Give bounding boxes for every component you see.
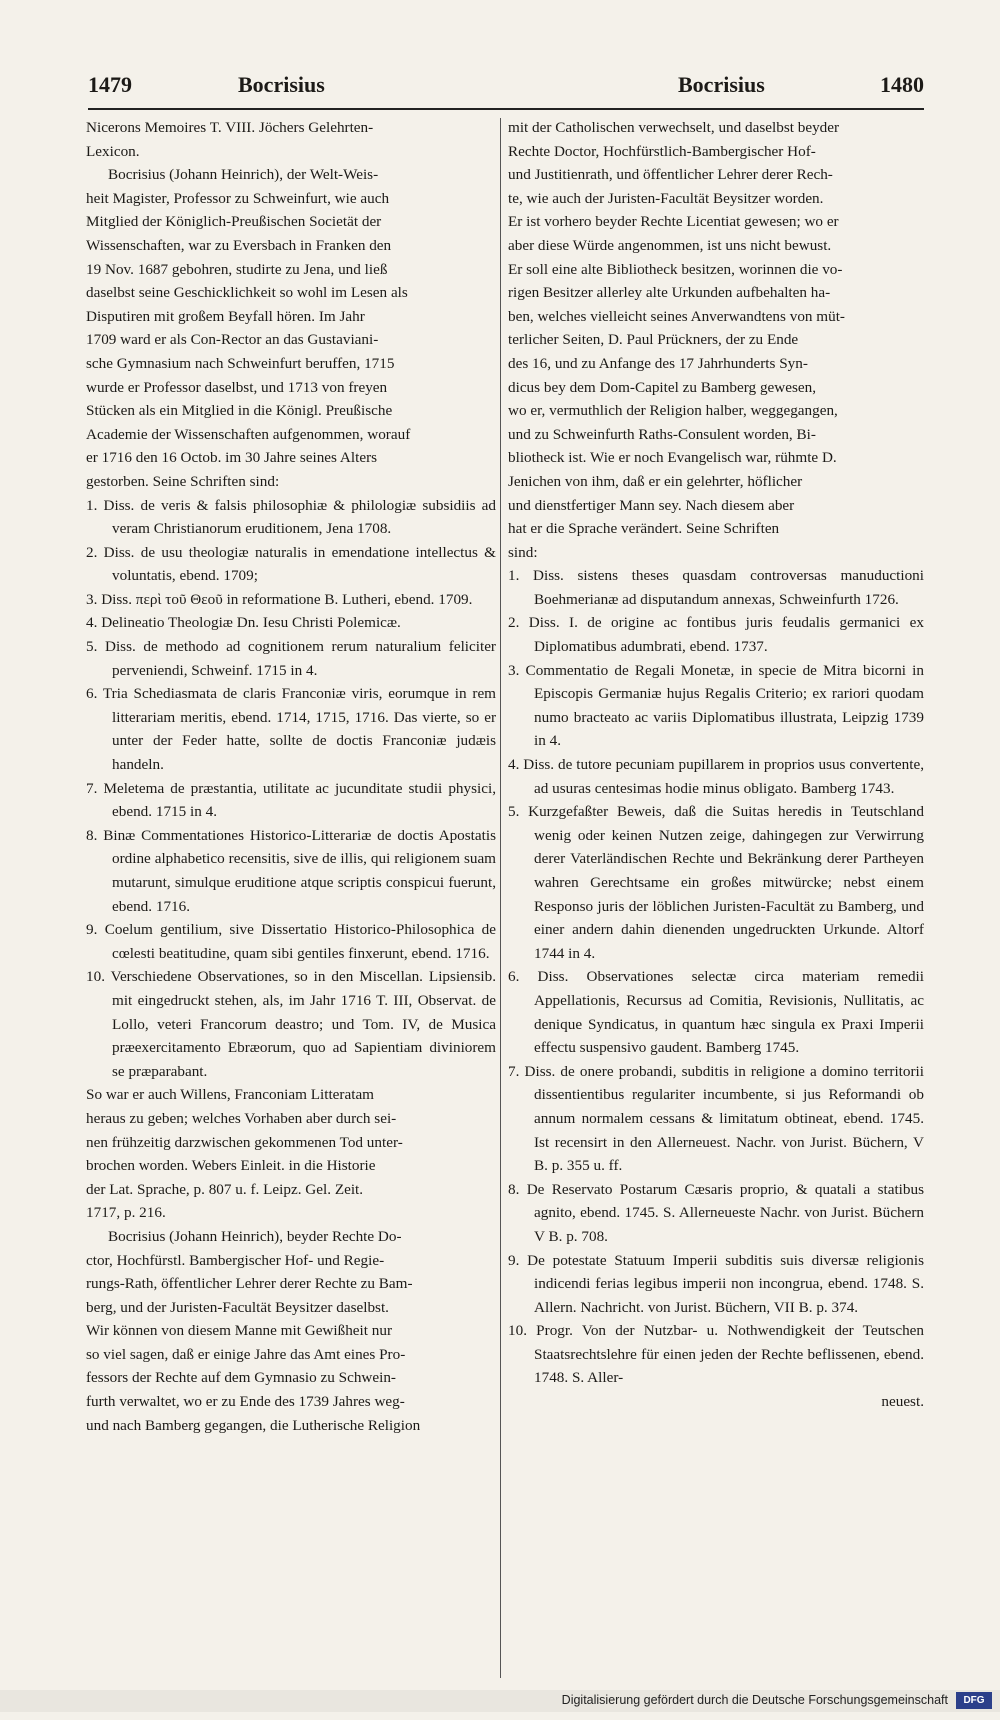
page-number-right: 1480 [880,72,924,97]
text-line: Nicerons Memoires T. VIII. Jöchers Gelehrten- [86,119,374,136]
text-line: rigen Besitzer allerley alte Urkunden aufbehalten ha- [508,284,831,302]
text-line: des 16, und zu Anfange des 17 Jahrhunderts Syn- [508,354,808,372]
text-line: bliotheck ist. Wie er noch Evangelisch war, rühmte D. [508,449,837,467]
work-item: 10. Progr. Von der Nutzbar- u. Nothwendigkeit der Teutschen Staatsrechtslehre für einen jeden der Rechte beflissenen, ebend. 1748. S. Aller- [508,1322,924,1387]
text-line: Wissenschaften, war zu Eversbach in Franken den [86,236,392,254]
work-item: 6. Tria Schediasmata de claris Franconiæ viris, eorumque in rem litterariam meritis, ebend. 1714, 1715, 1716. Das vierte, so er unter der Feder hatte, sollte de doctis Franconiæ judæis handeln. [86,685,496,774]
header-rule [88,108,924,110]
text-line: er 1716 den 16 Octob. im 30 Jahre seines Alters [86,449,378,467]
footer-bar [0,1690,1000,1712]
running-title-left: Bocrisius [238,72,325,97]
right-intro-block [508,116,924,564]
text-line: und zu Schweinfurth Raths-Consulent worden, Bi- [508,425,816,443]
text-line: te, wie auch der Juristen-Facultät Beysitzer worden. [508,189,824,207]
text-line: Rechte Doctor, Hochfürstlich-Bambergischer Hof- [508,142,816,160]
work-item: 7. Meletema de præstantia, utilitate ac jucunditate studii physici, ebend. 1715 in 4. [86,779,496,821]
text-line: heraus zu geben; welches Vorhaben aber durch sei- [86,1109,397,1127]
right-column [508,116,924,1414]
work-item: 4. Diss. de tutore pecuniam pupillarem in proprios usus convertente, ad usuras centesimas hodie minus obligato. Bamberg 1743. [508,756,924,797]
text-line: und Justitienrath, und öffentlicher Lehrer derer Rech- [508,166,833,184]
left-works-list [86,494,496,1084]
column-divider [500,118,501,1678]
text-line: hat er die Sprache verändert. Seine Schriften [508,520,780,538]
text-line: mit der Catholischen verwechselt, und daselbst beyder [508,119,840,136]
left-column [86,116,496,1437]
text-line: sche Gymnasium nach Schweinfurt beruffen, 1715 [86,354,395,372]
work-item: 10. Verschiedene Observationes, so in den Miscellan. Lipsiensib. mit eingedruckt stehen, als, im Jahr 1716 T. III, Observat. de Lollo, veteri Francorum deastro; und Tom. IV, de Musica præexercitamento Ebræorum, quo ad Sapientiam diviniorem se præparabant. [86,968,496,1080]
text-line: Academie der Wissenschaften aufgenommen, worauf [86,425,411,443]
text-line: Jenichen von ihm, daß er ein gelehrter, höflicher [508,472,803,490]
text-line: und dienstfertiger Mann sey. Nach diesem aber [508,496,795,514]
work-item: 7. Diss. de onere probandi, subditis in religione a domino territorii dissentientibus regulariter incumbente, si jus Reformandi ob annum normalem cessans & limitatum obtineat, ebend. 1745. Ist recensirt in den Allerneuest. Nachr. von Jurist. Büchern, V B. p. 355 u. ff. [508,1062,924,1175]
work-item: 8. De Reservato Postarum Cæsaris proprio, & quatali a statibus agnito, ebend. 1745. S. Allerneueste Nachr. von Jurist. Büchern V B. p. 708. [508,1180,924,1245]
work-item: 5. Diss. de methodo ad cognitionem rerum naturalium feliciter perveniendi, Schweinf. 1715 in 4. [86,638,496,679]
work-item: 1. Diss. de veris & falsis philosophiæ & philologiæ subsidiis ad veram Christianorum eruditionem, Jena 1708. [86,496,496,538]
work-item: 9. Coelum gentilium, sive Dissertatio Historico-Philosophica de cœlesti beatitudine, quam sibi gentiles finxerunt, ebend. 1716. [86,921,496,962]
work-item: 3. Commentatio de Regali Monetæ, in specie de Mitra bicorni in Episcopis Germaniæ hujus Regalis Criterio; ex rariori quodam numo bracteato ac variis Diplomatibus illustrata, Leipzig 1739 in 4. [508,661,924,750]
text-line: und nach Bamberg gegangen, die Lutherische Religion [86,1416,421,1434]
text-line: So war er auch Willens, Franconiam Litteratam [86,1086,374,1104]
text-line: aber diese Würde angenommen, ist uns nicht bewust. [508,236,832,254]
text-line: gestorben. Seine Schriften sind: [86,472,280,490]
text-line: terlicher Seiten, D. Paul Prückners, der zu Ende [508,331,799,349]
footer-credit: Digitalisierung gefördert durch die Deutsche Forschungsgemeinschaft [561,1693,948,1707]
text-line: fessors der Rechte auf dem Gymnasio zu Schwein- [86,1369,396,1387]
text-line: 1717, p. 216. [86,1204,166,1222]
text-line: dicus bey dem Dom-Capitel zu Bamberg gewesen, [508,378,817,396]
text-line: 19 Nov. 1687 gebohren, studirte zu Jena, und ließ [86,260,388,278]
text-line: heit Magister, Professor zu Schweinfurt, wie auch [86,189,390,207]
text-line: so viel sagen, daß er einige Jahre das Amt eines Pro- [86,1345,406,1363]
text-line: sind: [508,543,538,561]
text-line: Er soll eine alte Bibliotheck besitzen, worinnen die vo- [508,260,843,278]
text-line: wurde er Professor daselbst, und 1713 von freyen [86,378,388,396]
left-tail-block [86,1083,496,1225]
text-line: daselbst seine Geschicklichkeit so wohl im Lesen als [86,284,408,302]
work-item: 2. Diss. I. de origine ac fontibus juris feudalis germanici ex Diplomatibus adumbrati, ebend. 1737. [508,614,924,656]
left-intro-block [86,116,496,494]
text-line: Disputiren mit großem Beyfall hören. Im Jahr [86,307,365,325]
text-line: ctor, Hochfürstl. Bambergischer Hof- und Regie- [86,1251,385,1269]
page-number-left: 1479 [88,72,132,97]
text-line: Bocrisius (Johann Heinrich), beyder Rechte Do- [108,1227,402,1245]
text-line: Wir können von diesem Manne mit Gewißheit nur [86,1322,393,1340]
text-line: wo er, vermuthlich der Religion halber, weggegangen, [508,402,838,420]
right-works-list [508,564,924,1390]
text-line: Stücken als ein Mitglied in die Königl. Preußische [86,402,393,420]
catchword: neuest. [881,1393,924,1411]
second-entry-block [86,1225,496,1437]
text-line: Er ist vorhero beyder Rechte Licentiat gewesen; wo er [508,213,839,231]
work-item: 5. Kurzgefaßter Beweis, daß die Suitas heredis in Teutschland wenig oder keinen Nutzen zeige, dahingegen zur Verwirrung derer Vaterländischen Rechte und Bekränkung derer Partheyen wahren Gerechtsame ein großes mitwürcke; nebst einem Responso juris der löblichen Juristen-Facultät zu Bamberg, und einer andern dahin dienenden ungedruckten Urkunde. Altorf 1744 in 4. [508,803,924,962]
running-header [88,72,924,106]
dfg-logo: DFG [956,1692,992,1709]
text-line: Mitglied der Königlich-Preußischen Societät der [86,213,382,231]
work-item: 2. Diss. de usu theologiæ naturalis in emendatione intellectus & voluntatis, ebend. 1709; [86,543,496,585]
text-line: der Lat. Sprache, p. 807 u. f. Leipz. Gel. Zeit. [86,1180,364,1198]
work-item: 8. Binæ Commentationes Historico-Litterariæ de doctis Apostatis ordine alphabetico recensitis, sive de illis, qui religionem suam mutarunt, simulque eruditione atque scriptis conspicui fuerunt, ebend. 1716. [86,826,496,915]
work-item: 9. De potestate Statuum Imperii subditis suis diversæ religionis indicendi ferias legibus imperii non incongrua, ebend. 1748. S. Allern. Nachricht. von Jurist. Büchern, VII B. p. 374. [508,1251,924,1316]
running-title-right: Bocrisius [678,72,765,97]
text-line: nen frühzeitig darzwischen gekommenen Tod unter- [86,1133,403,1151]
text-line: berg, und der Juristen-Facultät Beysitzer daselbst. [86,1298,389,1316]
work-item: 6. Diss. Observationes selectæ circa materiam remedii Appellationis, Recursus ad Comitia, Revisionis, Nullitatis, ac denique Syndicatus, in quantum hæc singula ex Praxi Imperii effectu suspensivo gaudent. Bamberg 1745. [508,968,924,1057]
text-line: Lexicon. [86,142,140,160]
work-item: 3. Diss. περὶ τοῦ Θεοῦ in reformatione B. Lutheri, ebend. 1709. [86,590,473,608]
text-line: furth verwaltet, wo er zu Ende des 1739 Jahres weg- [86,1393,405,1411]
text-line: Bocrisius (Johann Heinrich), der Welt-Weis- [108,166,379,184]
work-item: 1. Diss. sistens theses quasdam controversas manuductioni Boehmerianæ ad disputandum annexas, Schweinfurth 1726. [508,567,924,608]
text-line: rungs-Rath, öffentlicher Lehrer derer Rechte zu Bam- [86,1275,413,1293]
text-line: ben, welches vielleicht seines Anverwandtens von müt- [508,307,845,325]
text-line: 1709 ward er als Con-Rector an das Gustaviani- [86,331,379,349]
text-line: brochen worden. Webers Einleit. in die Historie [86,1157,376,1175]
work-item: 4. Delineatio Theologiæ Dn. Iesu Christi Polemicæ. [86,614,401,632]
